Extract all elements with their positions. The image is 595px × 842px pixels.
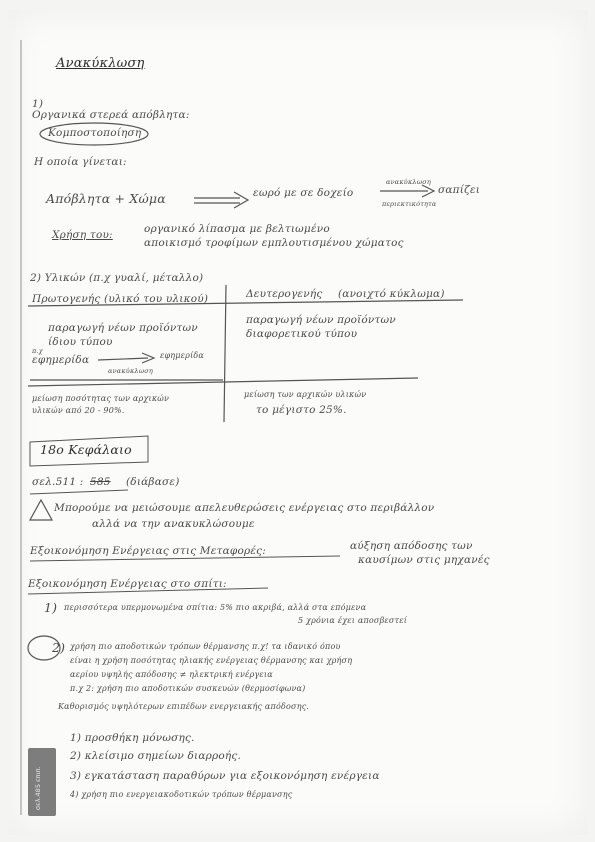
measure-list-item-4: 4) χρήση πιο ενεργειακοδοτικών τρόπων θέρμανσης [70,790,293,799]
table-example-arrow-label: ανακύκλωση [108,367,153,375]
home-item-1-number: 1) [44,600,58,615]
section-2-heading: 2) Υλικών (π.χ γυαλί, μέταλλο) [30,272,204,284]
transport-saving-note: αύξηση απόδοσης των [350,540,473,552]
measure-list-item-2: 2) κλείσιμο σημείων διαρροής. [70,750,241,762]
warning-triangle-icon [30,500,52,520]
how-label: Η οποία γίνεται: [34,156,127,168]
use-text-2: αποικισμό τροφίμων εμπλουτισμένου χώματος [144,237,404,249]
measure-list-item-1: 1) προσθήκη μόνωσης. [70,732,195,744]
table-example-label: π.χ [32,347,43,355]
home-item-2-example: π.χ 2: χρήση πιο αποδοτικών συσκευών (θερμοσίφωνα) [70,684,306,693]
warning-text: Μπορούμε να μειώσουμε απελευθερώσεις ενέργειας στο περιβάλλον [54,502,435,514]
home-item-3-text: Καθορισμός υψηλότερων επιπέδων ενεργειακής απόδοσης. [58,702,310,711]
heading-home-saving: Εξοικονόμηση Ενέργειας στο σπίτι: [28,578,227,590]
underline-pages [30,490,128,494]
arrow-1 [194,192,248,208]
pages-ref: σελ.511 : [32,476,84,488]
table-example-from: εφημερίδα [32,354,90,366]
warning-text-2: αλλά να την ανακυκλώσουμε [92,518,255,530]
page-title: Ανακύκλωση [56,56,145,71]
solid-waste-label: Οργανικά στερεά απόβλητα: [32,109,190,121]
table-primary-cell-4: υλικών από 20 - 90%. [32,406,125,415]
home-item-2-number: 2) [52,640,66,655]
arrow-bottom-note: περιεκτικότητα [382,200,437,208]
home-item-2-text: χρήση πιο αποδοτικών τρόπων θέρμανσης π.χ! τα ιδανικό όπου [70,642,341,651]
arrow-top-note: ανακύκλωση [386,178,431,186]
heading-transport-saving: Εξοικονόμηση Ενέργειας στις Μεταφορές: [30,545,266,557]
table-vline [224,285,226,422]
use-label: Χρήση του: [52,229,113,241]
table-col-secondary-note: (ανοιχτό κύκλωμα) [338,288,445,300]
arrow-result-text: εωρό με σε δοχείο [253,187,354,199]
table-hline-bot [28,378,418,386]
side-page-label [28,748,56,816]
table-example-to: εφημερίδα [160,351,205,360]
transport-saving-note-2: καυσίμων στις μηχανές [358,554,490,566]
arrow-2 [380,185,434,197]
table-primary-cell-2: ίδιου τύπου [48,336,113,348]
table-primary-cell-3: μείωση ποσότητας των αρχικών [32,394,170,403]
table-secondary-cell-3: μείωση των αρχικών υλικών [244,390,367,399]
table-secondary-cell-4: το μέγιστο 25%. [256,404,347,416]
home-item-1-text-2: 5 χρόνια έχει αποσβεστεί [298,616,408,625]
table-secondary-cell-2: διαφορετικού τύπου [246,328,358,340]
pages-note: (διάβασε) [126,476,180,488]
section-1-number: 1) [32,98,44,110]
chapter-heading: 18ο Κεφάλαιο [40,442,132,457]
use-text: οργανικό λίπασμα με βελτιωμένο [144,223,330,235]
composting-label: Κομποστοποίηση [48,127,142,139]
rots-text: σαπίζει [438,184,481,196]
table-col-secondary: Δευτερογενής [246,288,323,300]
arrow-3 [98,353,154,363]
table-primary-cell-1: παραγωγή νέων προϊόντων [48,322,198,334]
pages-ref-struck: 585 [90,476,111,488]
home-item-2-text-3: αερίου υψηλής απόδοσης ≠ ηλεκτρική ενέργεια [70,670,273,679]
side-page-label-text: σελ.485 επιπ. [34,766,42,810]
measure-list-item-3: 3) εγκατάσταση παραθύρων για εξοικονόμηση ενέργεια [70,770,380,782]
home-item-2-text-2: είναι η χρήση ποσότητας ηλιακής ενέργειας θέρμανσης και χρήση [70,656,353,665]
table-secondary-cell-1: παραγωγή νέων προϊόντων [246,314,396,326]
waste-soil-text: Απόβλητα + Χώμα [46,191,166,206]
table-col-primary: Πρωτογενής (υλικό του υλικού) [32,293,209,305]
notebook-page [8,10,588,835]
home-item-1-text: περισσότερα υπερμονωμένα σπίτια: 5% πιο ακριβά, αλλά στα επόμενα [64,603,367,612]
